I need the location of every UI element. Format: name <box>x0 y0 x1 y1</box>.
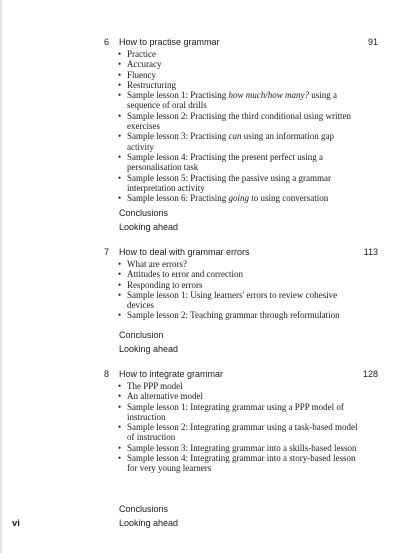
chapter-title: How to integrate grammar <box>119 369 224 379</box>
item-text: Sample lesson 4: Practising the present perfect using a personalisation task <box>127 151 323 173</box>
list-item <box>118 280 358 290</box>
item-text: Attitudes to error and correction <box>127 269 243 280</box>
chapter-page-number: 91 <box>367 37 378 47</box>
section-list <box>118 259 358 321</box>
bullet-icon: • <box>118 69 122 80</box>
item-text: Sample lesson 3: Integrating grammar into a skills-based lesson <box>127 442 357 453</box>
list-item <box>118 70 358 80</box>
item-text-start: Sample lesson 6: Practising <box>127 193 229 204</box>
bullet-icon: • <box>118 279 122 290</box>
item-text: The PPP model <box>127 381 183 391</box>
list-item <box>118 80 358 90</box>
bullet-icon: • <box>118 90 122 101</box>
page-edge-shadow <box>0 0 3 553</box>
list-item <box>118 152 358 173</box>
item-text: An alternative model <box>127 391 203 402</box>
bullet-icon: • <box>118 131 122 142</box>
looking-ahead-entry: Looking ahead <box>119 518 179 528</box>
bullet-icon: • <box>118 289 122 300</box>
chapter-number: 6 <box>104 37 110 47</box>
bullet-icon: • <box>118 401 122 412</box>
item-text: Sample lesson 5: Practising the passive using a grammar interpretation activity <box>127 172 331 193</box>
list-item <box>118 259 358 269</box>
list-item <box>118 131 358 152</box>
bullet-icon: • <box>118 151 122 162</box>
bullet-icon: • <box>118 259 122 269</box>
item-text-end: using conversation <box>258 193 329 204</box>
item-text-end: using an information gap activity <box>127 131 334 152</box>
bullet-icon: • <box>118 79 122 90</box>
chapter-page-number: 113 <box>363 247 378 257</box>
conclusion-entry: Conclusion <box>119 330 164 340</box>
list-item <box>118 391 358 401</box>
list-item <box>118 453 358 474</box>
list-item <box>118 59 358 69</box>
section-list <box>118 381 358 474</box>
item-text: What are errors? <box>127 259 187 269</box>
chapter-number: 8 <box>104 369 110 379</box>
conclusions-entry: Conclusions <box>119 504 169 514</box>
bullet-icon: • <box>118 381 122 391</box>
chapter-page-number: 128 <box>362 369 378 379</box>
item-text: Accuracy <box>127 59 162 70</box>
looking-ahead-entry: Looking ahead <box>119 222 179 232</box>
bullet-icon: • <box>118 193 122 204</box>
item-text: Sample lesson 1: Using learners' errors to review cohesive devices <box>127 289 338 311</box>
list-item <box>118 90 358 111</box>
bullet-icon: • <box>118 453 122 464</box>
list-item <box>118 193 358 203</box>
bullet-icon: • <box>118 269 122 280</box>
list-item <box>118 443 358 453</box>
bullet-icon: • <box>118 59 122 70</box>
bullet-icon: • <box>118 442 122 453</box>
chapter-number: 7 <box>104 247 110 257</box>
list-item <box>118 111 358 132</box>
chapter-title: How to practise grammar <box>119 37 220 47</box>
chapter-heading <box>0 36 416 50</box>
list-item <box>118 269 358 279</box>
item-text-start: Sample lesson 1: Practising <box>127 90 229 101</box>
list-item <box>118 290 358 311</box>
section-list <box>118 49 358 203</box>
item-text: Sample lesson 1: Integrating grammar using a PPP model of instruction <box>127 401 344 422</box>
looking-ahead-entry: Looking ahead <box>119 344 179 354</box>
conclusions-entry: Conclusions <box>119 208 169 218</box>
item-text-italic: can <box>228 131 242 142</box>
list-item <box>118 49 358 59</box>
bullet-icon: • <box>118 172 122 183</box>
bullet-icon: • <box>118 49 122 59</box>
item-text: Responding to errors <box>127 279 203 290</box>
list-item <box>118 402 358 423</box>
item-text: Sample lesson 4: Integrating grammar into a story-based lesson for very young learners <box>127 453 356 474</box>
item-text: Practice <box>127 49 156 59</box>
item-text: Restructuring <box>127 79 176 90</box>
page-folio: vi <box>12 518 20 529</box>
list-item <box>118 173 358 194</box>
chapter-heading <box>0 368 416 382</box>
item-text-end: using a sequence of oral drills <box>127 90 337 111</box>
item-text: Sample lesson 2: Practising the third conditional using written exercises <box>127 110 351 132</box>
item-text: Sample lesson 2: Integrating grammar using a task-based model of instruction <box>127 422 358 443</box>
bullet-icon: • <box>118 110 122 121</box>
item-text: Fluency <box>127 69 156 80</box>
item-text-italic: going to <box>228 193 259 204</box>
chapter-heading <box>0 246 416 260</box>
item-text: Sample lesson 2: Teaching grammar through reformulation <box>127 310 340 321</box>
list-item <box>118 310 358 320</box>
item-text-italic: how much/how many? <box>228 90 309 101</box>
list-item <box>118 381 358 391</box>
bullet-icon: • <box>118 422 122 433</box>
list-item <box>118 422 358 443</box>
chapter-title: How to deal with grammar errors <box>119 247 250 257</box>
bullet-icon: • <box>118 391 122 402</box>
item-text-start: Sample lesson 3: Practising <box>127 131 229 142</box>
bullet-icon: • <box>118 310 122 321</box>
